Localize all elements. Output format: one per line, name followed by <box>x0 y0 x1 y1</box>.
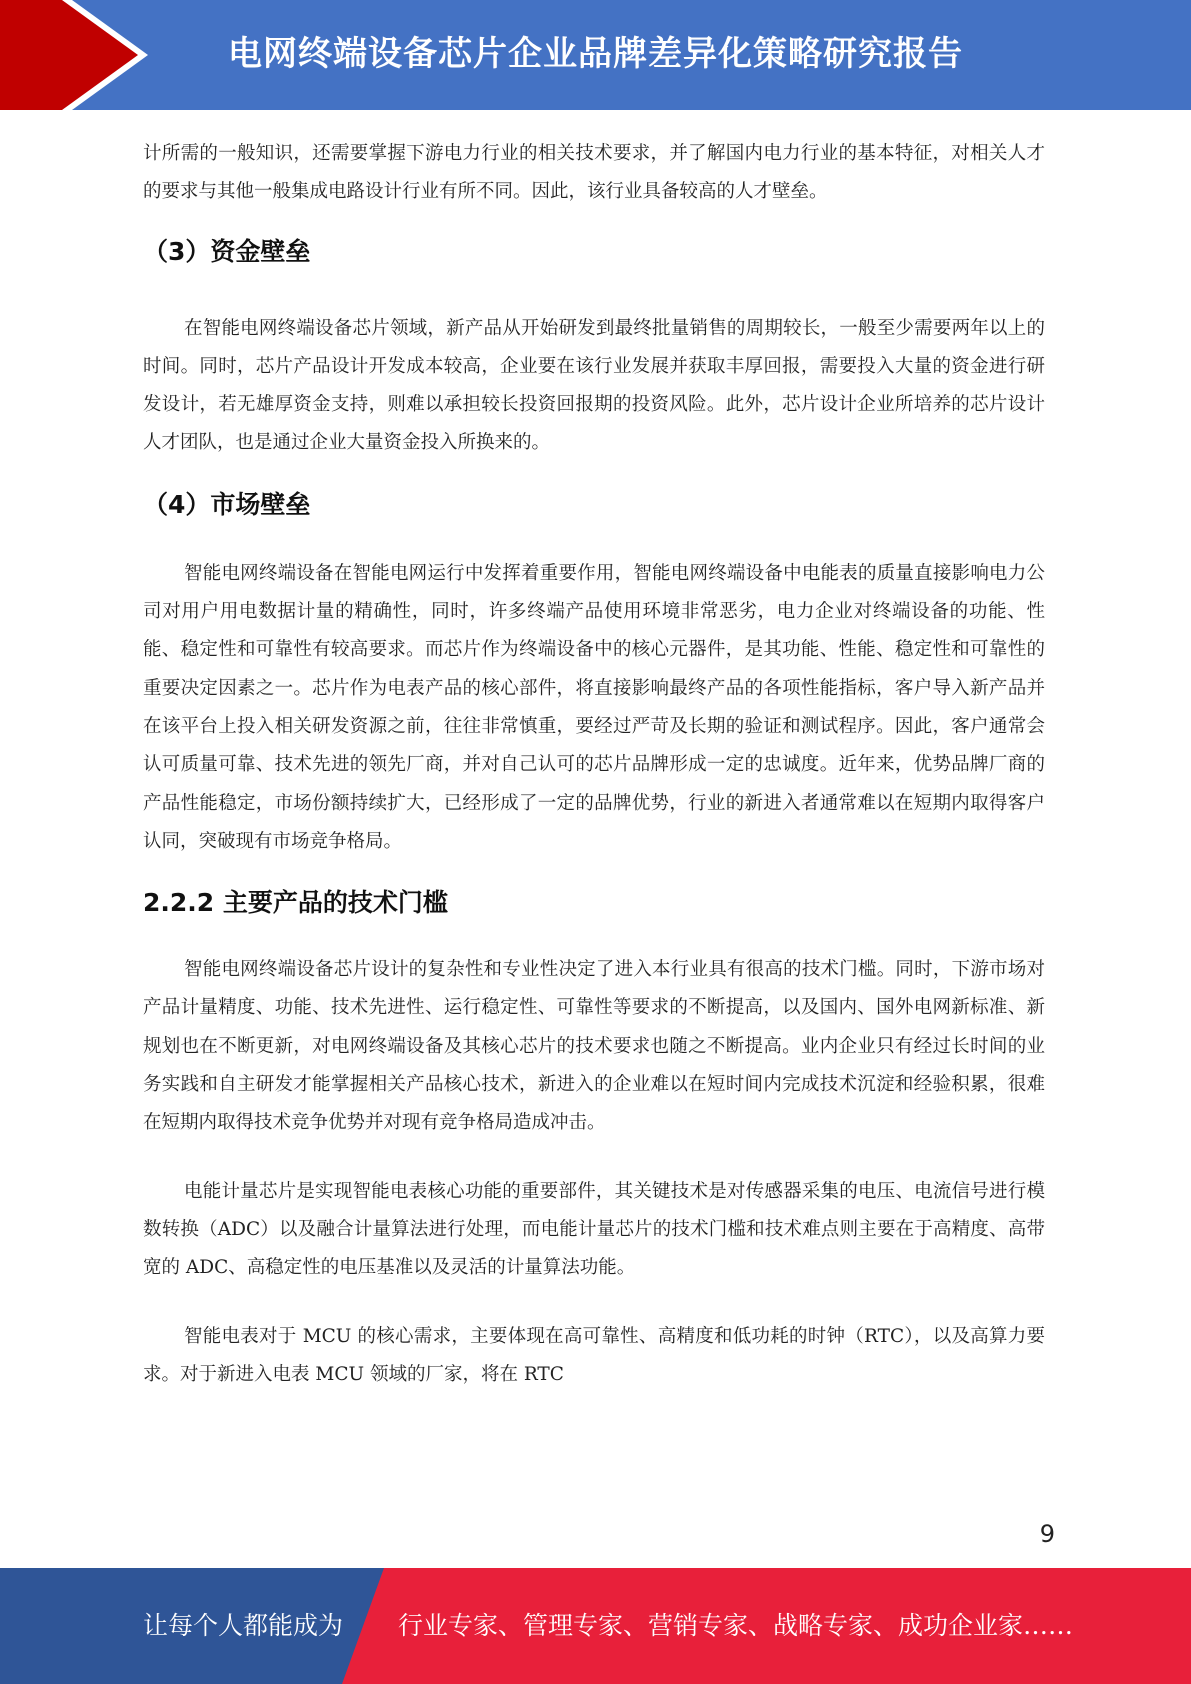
paragraph-capital-barrier: 在智能电网终端设备芯片领域，新产品从开始研发到最终批量销售的周期较长，一般至少需要两年以上的时间。同时，芯片产品设计开发成本较高，企业要在该行业发展并获取丰厚回报，需要投入大量的资金进行研发设计，若无雄厚资金支持，则难以承担较长投资回报期的投资风险。此外，芯片设计企业所培养的芯片设计人才团队，也是通过企业大量资金投入所换来的。 <box>143 317 1045 454</box>
paragraph-mcu-requirements: 智能电表对于 MCU 的核心需求，主要体现在高可靠性、高精度和低功耗的时钟（RTC），以及高算力要求。对于新进入电表 MCU 领域的厂家，将在 RTC <box>143 1325 1045 1385</box>
page-number: 9 <box>1039 1520 1055 1548</box>
paragraph-market-barrier: 智能电网终端设备在智能电网运行中发挥着重要作用，智能电网终端设备中电能表的质量直接影响电力公司对用户用电数据计量的精确性，同时，许多终端产品使用环境非常恶劣，电力企业对终端设备的功能、性能、稳定性和可靠性有较高要求。而芯片作为终端设备中的核心元器件，是其功能、性能、稳定性和可靠性的重要决定因素之一。芯片作为电表产品的核心部件，将直接影响最终产品的各项性能指标，客户导入新产品并在该平台上投入相关研发资源之前，往往非常慎重，要经过严苛及长期的验证和测试程序。因此，客户通常会认可质量可靠、技术先进的领先厂商，并对自己认可的芯片品牌形成一定的忠诚度。近年来，优势品牌厂商的产品性能稳定，市场份额持续扩大，已经形成了一定的品牌优势，行业的新进入者通常难以在短期内取得客户认同，突破现有市场竞争格局。 <box>143 562 1045 852</box>
footer-slogan-right: 行业专家、管理专家、营销专家、战略专家、成功企业家…… <box>398 1611 1074 1640</box>
paragraph-technical-threshold: 智能电网终端设备芯片设计的复杂性和专业性决定了进入本行业具有很高的技术门槛。同时，下游市场对产品计量精度、功能、技术先进性、运行稳定性、可靠性等要求的不断提高，以及国内、国外电网新标准、新规划也在不断更新，对电网终端设备及其核心芯片的技术要求也随之不断提高。业内企业只有经过长时间的业务实践和自主研发才能掌握相关产品核心技术，新进入的企业难以在短时间内完成技术沉淀和经验积累，很难在短期内取得技术竞争优势并对现有竞争格局造成冲击。 <box>143 959 1045 1134</box>
heading-capital-barrier: （3）资金壁垒 <box>143 236 311 266</box>
footer-slogan-left: 让每个人都能成为 <box>143 1611 344 1640</box>
page-footer <box>0 1568 1191 1684</box>
paragraph-metering-chip: 电能计量芯片是实现智能电表核心功能的重要部件，其关键技术是对传感器采集的电压、电流信号进行模数转换（ADC）以及融合计量算法进行处理，而电能计量芯片的技术门槛和技术难点则主要在于高精度、高带宽的 ADC、高稳定性的电压基准以及灵活的计量算法功能。 <box>143 1180 1045 1279</box>
main-content <box>143 135 1045 1394</box>
heading-market-barrier: （4）市场壁垒 <box>143 489 311 519</box>
page-header <box>0 0 1191 110</box>
heading-section-2-2-2: 2.2.2 主要产品的技术门槛 <box>143 888 448 918</box>
paragraph-talent-barrier-end: 计所需的一般知识，还需要掌握下游电力行业的相关技术要求，并了解国内电力行业的基本特征，对相关人才的要求与其他一般集成电路设计行业有所不同。因此，该行业具备较高的人才壁垒。 <box>143 143 1045 203</box>
header-title: 电网终端设备芯片企业品牌差异化策略研究报告 <box>228 34 963 74</box>
